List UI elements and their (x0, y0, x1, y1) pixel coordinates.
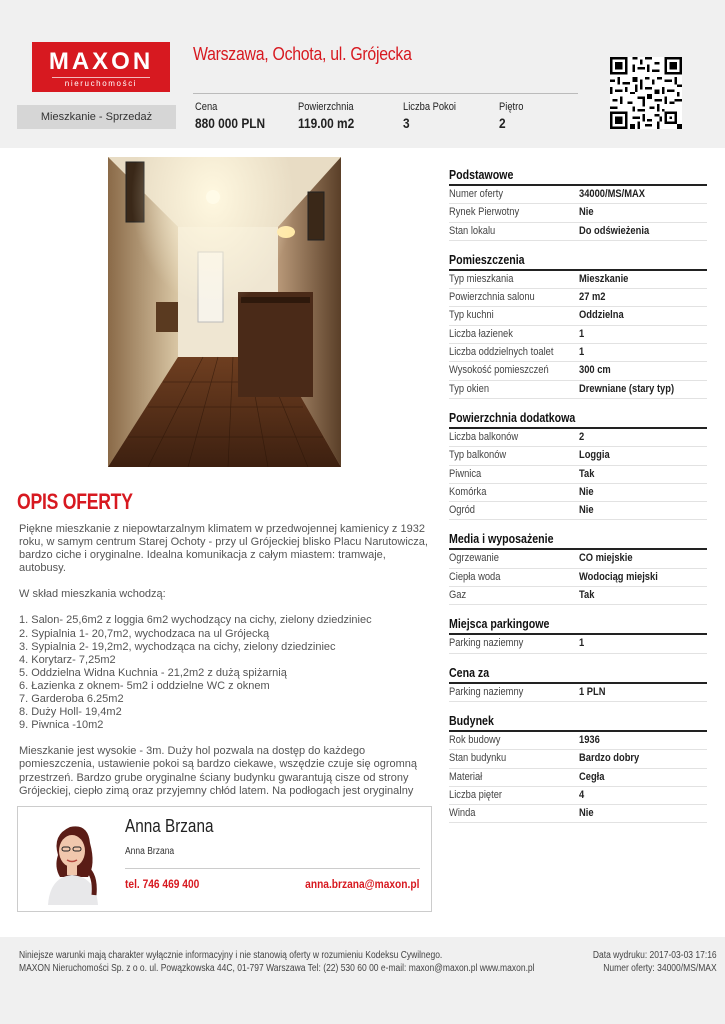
detail-value: 1 (579, 346, 585, 359)
detail-row (449, 223, 707, 241)
section-title (449, 666, 707, 684)
detail-label: Stan lokalu (449, 224, 496, 237)
stat-value: 3 (403, 115, 410, 131)
detail-value: Wodociąg miejski (579, 570, 658, 583)
detail-row (449, 466, 707, 484)
detail-row (449, 550, 707, 568)
description-paragraph: Piękne mieszkanie z niepowtarzalnym klimatem w przedwojennej kamienicy z 1932 roku, w samym centrum Starej Ochoty - przy ul Grójeckiej blisko Placu Narutowicza, bardzo ciche i oryginalne. Idealna komunikacja z całym miastem: tramwaje, autobusy. (19, 523, 428, 575)
detail-row (449, 502, 707, 520)
detail-value: 34000/MS/MAX (579, 188, 646, 200)
stat-area (298, 101, 364, 131)
footer-offer-number: Numer oferty: 34000/MS/MAX (603, 963, 717, 974)
section-title (449, 532, 707, 550)
stat-floor (499, 101, 528, 131)
detail-value: Tak (579, 589, 595, 602)
detail-value: Nie (579, 807, 594, 820)
detail-label: Winda (449, 807, 476, 820)
detail-label: Typ okien (449, 382, 490, 395)
detail-row (449, 635, 707, 653)
detail-row (449, 344, 707, 362)
detail-row (449, 381, 707, 399)
detail-row (449, 289, 707, 307)
detail-label: Parking naziemny (449, 685, 524, 698)
detail-value: 1936 (579, 733, 600, 746)
qr-code-icon[interactable] (610, 57, 682, 129)
stat-label: Cena (195, 101, 218, 113)
details-panel (449, 168, 707, 835)
detail-label: Rok budowy (449, 733, 501, 746)
stat-value: 119.00 m2 (298, 115, 355, 131)
detail-value: Cegła (579, 770, 605, 783)
details-section (449, 411, 707, 520)
logo-brand: MAXON (48, 48, 154, 75)
print-date: Data wydruku: 2017-03-03 17:16 (593, 950, 717, 961)
detail-value: Loggia (579, 449, 610, 462)
detail-label: Ciepła woda (449, 570, 501, 583)
footer-info (19, 949, 535, 975)
detail-value: Do odświeżenia (579, 224, 650, 237)
detail-row (449, 787, 707, 805)
detail-row (449, 587, 707, 605)
detail-value: 1 PLN (579, 685, 606, 698)
detail-row (449, 750, 707, 768)
section-title-text: Miejsca parkingowe (449, 617, 550, 632)
detail-label: Numer oferty (449, 188, 504, 200)
description-rooms-list: 1. Salon- 25,6m2 z loggia 6m2 wychodzący na cichy, zielony dziedziniec 2. Sypialnia 1- 20,7m2, wychodzaca na ul Grójecką 3. Sypialnia 2- 19,2m2, wychodząca na cichy, zielony dziedziniec 4. Korytarz- 7,25m2 5. Oddzielna Widna Kuchnia - 21,2m2 z dużą spiżarnią 6. Łazienka z oknem- 5m2 i oddzielne WC z oknem 7. Garderoba 6.25m2 8. Duży Holl- 19,4m2 9. Piwnica -10m2 (19, 614, 372, 732)
detail-row (449, 186, 707, 204)
detail-value: 2 (579, 430, 585, 443)
details-section (449, 617, 707, 653)
stat-rooms (403, 101, 465, 131)
section-title (449, 714, 707, 732)
agent-subtitle: Anna Brzana (125, 846, 175, 857)
description-body (19, 523, 429, 798)
detail-label: Powierzchnia salonu (449, 291, 535, 304)
detail-value: Bardzo dobry (579, 752, 640, 765)
detail-row (449, 271, 707, 289)
section-title (449, 411, 707, 429)
section-title (449, 617, 707, 635)
detail-label: Typ mieszkania (449, 272, 514, 285)
detail-label: Typ balkonów (449, 449, 507, 462)
agent-email-link[interactable]: anna.brzana@maxon.pl (304, 877, 419, 891)
agent-card (17, 806, 432, 912)
stat-label: Powierzchnia (298, 101, 354, 113)
property-location: Warszawa, Ochota, ul. Grójecka (193, 44, 412, 64)
footer-company: MAXON Nieruchomości Sp. z o o. ul. Powązkowska 44C, 01-797 Warszawa Tel: (22) 530 60 00 e-mail: maxon@maxon.pl www.maxon.pl (19, 963, 535, 974)
detail-label: Materiał (449, 770, 483, 783)
detail-label: Liczba oddzielnych toalet (449, 346, 554, 359)
detail-row (449, 732, 707, 750)
details-section (449, 714, 707, 823)
detail-value: Tak (579, 467, 595, 480)
description-paragraph: W skład mieszkania wchodzą: (19, 588, 166, 601)
footer-meta (593, 949, 717, 975)
section-title (449, 168, 707, 186)
detail-row (449, 569, 707, 587)
detail-label: Typ kuchni (449, 309, 494, 322)
agent-name: Anna Brzana (125, 816, 214, 836)
detail-value: Nie (579, 206, 594, 219)
stat-value: 880 000 PLN (195, 115, 266, 131)
detail-label: Wysokość pomieszczeń (449, 364, 549, 377)
details-section (449, 532, 707, 605)
detail-label: Liczba pięter (449, 788, 503, 801)
stat-value: 2 (499, 115, 506, 131)
logo-subtitle: nieruchomości (52, 77, 150, 89)
header (0, 0, 725, 148)
detail-row (449, 362, 707, 380)
section-title-text: Budynek (449, 713, 494, 728)
detail-row (449, 429, 707, 447)
detail-row (449, 805, 707, 823)
section-title-text: Cena za (449, 665, 490, 680)
detail-label: Ogród (449, 504, 475, 517)
detail-row (449, 684, 707, 702)
detail-row (449, 204, 707, 222)
detail-value: 1 (579, 327, 585, 340)
detail-label: Gaz (449, 589, 467, 602)
details-section (449, 168, 707, 241)
description-title: OPIS OFERTY (17, 489, 133, 514)
footer-disclaimer: Niniejsze warunki mają charakter wyłącznie informacyjny i nie stanowią oferty w rozumieniu Kodeksu Cywilnego. (19, 950, 443, 961)
section-title-text: Media i wyposażenie (449, 532, 554, 547)
footer (0, 937, 725, 1024)
section-title (449, 253, 707, 271)
detail-label: Liczba balkonów (449, 430, 519, 443)
section-title-text: Pomieszczenia (449, 252, 525, 267)
detail-value: Mieszkanie (579, 272, 629, 285)
detail-value: 300 cm (579, 364, 611, 377)
detail-value: Oddzielna (579, 309, 624, 322)
details-section (449, 253, 707, 399)
detail-value: 27 m2 (579, 291, 606, 304)
detail-label: Piwnica (449, 467, 482, 480)
header-divider (193, 93, 578, 94)
detail-label: Parking naziemny (449, 637, 524, 650)
detail-row (449, 326, 707, 344)
agent-phone-link[interactable]: tel. 746 469 400 (125, 877, 200, 891)
stat-label: Liczba Pokoi (403, 101, 457, 113)
detail-row (449, 307, 707, 325)
property-photo[interactable] (108, 157, 341, 467)
stat-label: Piętro (499, 101, 524, 113)
stat-price (195, 101, 278, 131)
detail-label: Ogrzewanie (449, 552, 499, 565)
description-paragraph: Mieszkanie jest wysokie - 3m. Duży hol pozwala na dostęp do każdego pomieszczenia, ustawienie pokoi są bardzo ciekawe, wszędzie czuje się ogromną przestrzeń. Bardzo grube oryginalne ściany budynku gwarantują cisze od strony Grójeckiej, ciepło zimą oraz przyjemny chłód latem. Na podłogach jest oryginalny (19, 745, 418, 797)
detail-row (449, 769, 707, 787)
property-category: Mieszkanie - Sprzedaż (17, 105, 176, 129)
detail-value: CO miejskie (579, 552, 633, 565)
detail-value: Nie (579, 504, 594, 517)
section-title-text: Powierzchnia dodatkowa (449, 410, 576, 425)
maxon-logo[interactable] (32, 42, 170, 92)
detail-value: 1 (579, 637, 585, 650)
agent-avatar (40, 815, 106, 905)
detail-value: Nie (579, 485, 594, 498)
detail-label: Komórka (449, 485, 487, 498)
detail-label: Stan budynku (449, 752, 507, 765)
detail-value: 4 (579, 788, 585, 801)
section-title-text: Podstawowe (449, 168, 514, 182)
details-section (449, 666, 707, 702)
detail-row (449, 447, 707, 465)
detail-label: Liczba łazienek (449, 327, 513, 340)
detail-label: Rynek Pierwotny (449, 206, 520, 219)
detail-row (449, 484, 707, 502)
agent-divider (125, 868, 420, 869)
detail-value: Drewniane (stary typ) (579, 382, 675, 395)
